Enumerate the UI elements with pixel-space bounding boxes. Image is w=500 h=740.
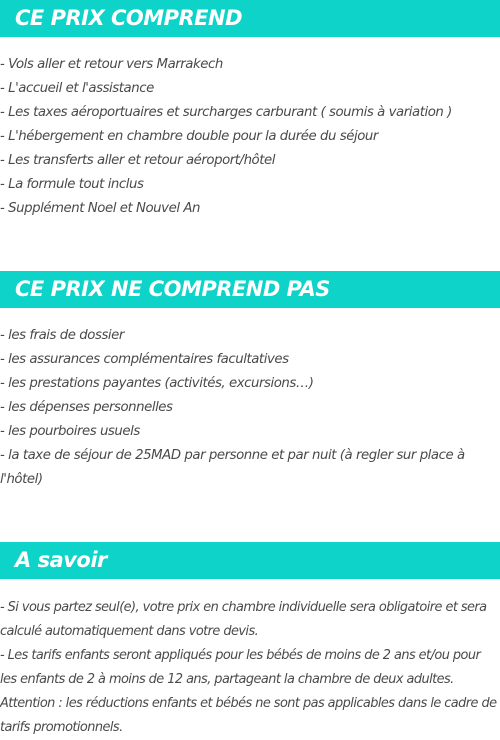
list-item: - Les taxes aéroportuaires et surcharges carburant ( soumis à variation ) — [0, 105, 452, 120]
list-item: - Vols aller et retour vers Marrakech — [0, 57, 223, 72]
included-list — [0, 53, 500, 221]
list-item: - la taxe de séjour de 25MAD par personne et par nuit (à regler sur place à l'hôtel) — [0, 448, 465, 487]
list-item: - Supplément Noel et Nouvel An — [0, 201, 200, 216]
list-item: - La formule tout inclus — [0, 177, 144, 192]
list-item: - L'accueil et l'assistance — [0, 81, 154, 96]
list-item: - Les transferts aller et retour aéroport/hôtel — [0, 153, 275, 168]
a-savoir-list — [0, 596, 500, 740]
list-item: Attention : les réductions enfants et bébés ne sont pas applicables dans le cadre de tarifs promotionnels. — [0, 696, 497, 735]
list-item: - les pourboires usuels — [0, 424, 140, 439]
list-item: - Les tarifs enfants seront appliqués pour les bébés de moins de 2 ans et/ou pour les enfants de 2 à moins de 12 ans, partageant la chambre de deux adultes. — [0, 648, 481, 687]
list-item: - les assurances complémentaires facultatives — [0, 352, 289, 367]
list-item: - L'hébergement en chambre double pour la durée du séjour — [0, 129, 378, 144]
not-included-list — [0, 324, 500, 492]
list-item: - les frais de dossier — [0, 328, 124, 343]
section-header-included: CE PRIX COMPREND — [0, 0, 500, 37]
list-item: - les prestations payantes (activités, excursions…) — [0, 376, 314, 391]
list-item: - les dépenses personnelles — [0, 400, 173, 415]
list-item: - Si vous partez seul(e), votre prix en chambre individuelle sera obligatoire et sera calculé automatiquement dans votre devis. — [0, 600, 487, 639]
section-header-a-savoir: A savoir — [0, 542, 500, 579]
section-header-not-included: CE PRIX NE COMPREND PAS — [0, 271, 500, 308]
